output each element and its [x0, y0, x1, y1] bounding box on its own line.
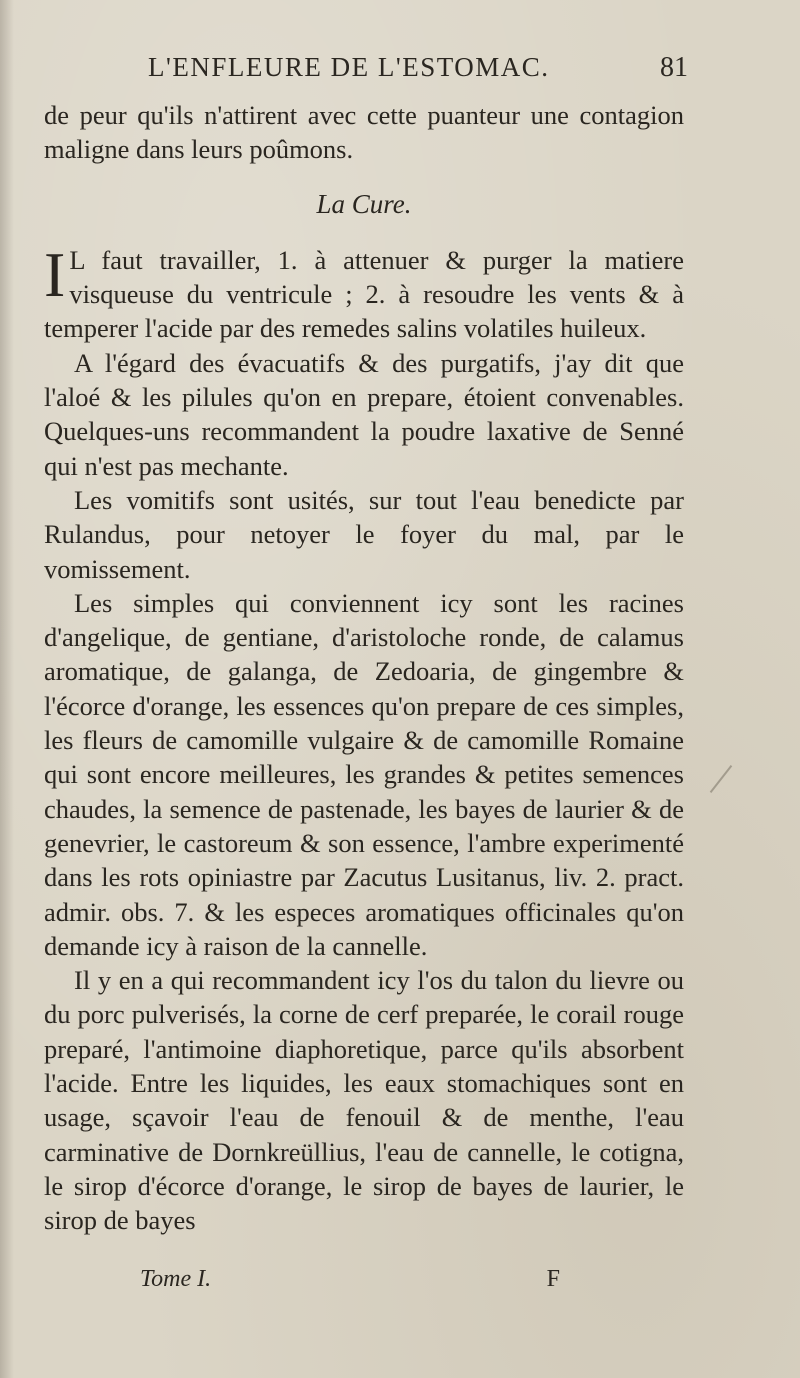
paragraph: A l'égard des évacuatifs & des purgatifs, j'ay dit que l'aloé & les pilules qu'on en prepare, étoient convenables. Quelques-uns recommandent la poudre laxative de Senné qui n'est pas mechante.	[44, 347, 684, 481]
paragraph: IL faut travailler, 1. à attenuer & purger la matiere visqueuse du ventricule ; 2. à resoudre les vents & à temperer l'acide par des remedes salins volatiles huileux.	[44, 238, 684, 344]
volume-label: Tome I.	[140, 1266, 212, 1292]
body-text	[44, 98, 684, 1238]
paragraph: Les vomitifs sont usités, sur tout l'eau benedicte par Rulandus, pour netoyer le foyer du mal, par le vomissement.	[44, 484, 684, 584]
page-number: 81	[660, 52, 688, 83]
page-header	[148, 52, 688, 84]
paragraph: de peur qu'ils n'attirent avec cette puanteur une contagion maligne dans leurs poûmons.	[44, 100, 684, 165]
margin-stroke	[710, 765, 733, 793]
signature-mark: F	[546, 1266, 560, 1292]
paragraph: Il y en a qui recommandent icy l'os du talon du lievre ou du porc pulverisés, la corne de cerf preparée, le corail rouge preparé, l'antimoine diaphoretique, parce qu'ils absorbent l'acide. Entre les liquides, les eaux stomachiques sont en usage, sçavoir l'eau de fenouil & de menthe, l'eau carminative de Dornkreüllius, l'eau de cannelle, le cotigna, le sirop d'écorce d'orange, le sirop de bayes de laurier, le sirop de bayes	[44, 965, 684, 1236]
section-title: La Cure.	[316, 188, 412, 219]
running-head: L'ENFLEURE DE L'ESTOMAC.	[148, 52, 550, 82]
paragraph: Les simples qui conviennent icy sont les racines d'angelique, de gentiane, d'aristoloche ronde, de calamus aromatique, de galanga, de Zedoaria, de gingembre & l'écorce d'orange, les essences qu'on prepare de ces simples, les fleurs de camomille vulgaire & de camomille Romaine qui sont encore meilleures, les grandes & petites semences chaudes, la semence de pastenade, les bayes de laurier & de genevrier, le castoreum & son essence, l'ambre experimenté dans les rots opiniastre par Zacutus Lusitanus, liv. 2. pract. admir. obs. 7. & les especes aromatiques officinales qu'on demande icy à raison de la cannelle.	[44, 587, 684, 961]
page-footer	[140, 1266, 560, 1293]
binding-shadow	[0, 0, 14, 1378]
